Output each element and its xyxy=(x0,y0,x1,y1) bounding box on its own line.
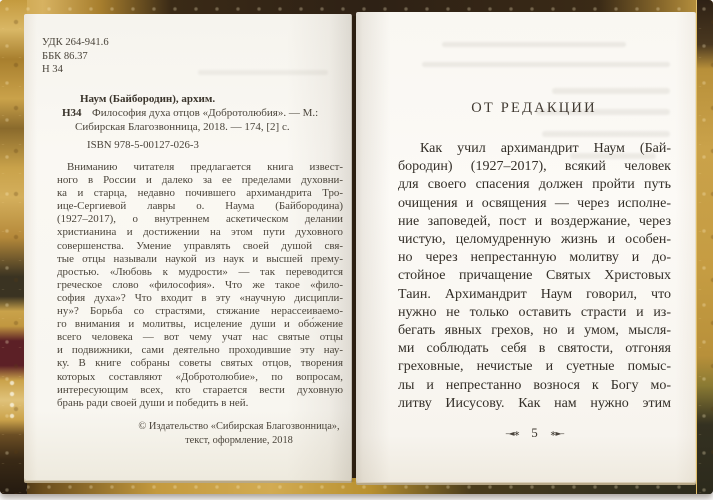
text-line: чистую, целомудренную жизнь и особен- xyxy=(398,232,671,248)
text-line: Вниманию читателя предлагается книга извест- xyxy=(67,161,343,173)
text-line: лы и непрестанно вознося к Богу мо- xyxy=(398,377,671,393)
text-line: Таин. Архимандрит Наум говорил, что xyxy=(398,286,671,302)
text-line: ми соблюдать себя в святости, отгоняя xyxy=(398,341,671,357)
text-line: стойное причащение Святых Христовых xyxy=(398,268,671,284)
text-line: и подвижники, сами деятельно проходившие эту нау- xyxy=(57,344,343,357)
text-line: дростью. «Любовь к мудрости» — так переводится xyxy=(57,265,343,278)
udk-line: УДК 264-941.6 xyxy=(42,37,109,48)
catalog-codes-block xyxy=(42,36,109,77)
section-heading: ОТ РЕДАКЦИИ xyxy=(471,100,597,116)
left-page xyxy=(24,14,352,480)
entry-publisher-line: Сибирская Благозвонница, 2018. — 174, [2] с. xyxy=(75,121,290,133)
text-line: ка и старца, недавно почившего архимандрита Тро- xyxy=(57,187,343,200)
text-line: но через непрестанную молитву и до- xyxy=(398,250,671,266)
catalog-entry xyxy=(62,92,319,134)
text-line: (1927–2017), о внутреннем аскетическом делании xyxy=(57,213,343,226)
text-line: для своего спасения должен пройти путь xyxy=(398,177,671,193)
page-number-row xyxy=(398,425,671,441)
page-number: 5 xyxy=(531,425,538,440)
flourish-right-icon: ∗►– xyxy=(549,429,564,438)
body-paragraph xyxy=(398,140,671,413)
text-line: греческое слово «философия». Что же такое «фило- xyxy=(57,278,343,291)
text-line: всего человека — вот чему учат нас святые отцы xyxy=(57,331,343,344)
text-line: совершенства. Умение управлять своей душой свя- xyxy=(57,239,343,252)
copyright-block xyxy=(114,420,364,447)
text-line: очищения и освящения — через исполне- xyxy=(398,195,671,211)
code-line: Н 34 xyxy=(42,64,63,76)
text-line: брань ради своей души и победить в ней. xyxy=(57,396,249,409)
copyright-line-1: © Издательство «Сибирская Благозвонница», xyxy=(138,421,340,432)
text-line: литву Иисусову. Как нам нужно этим xyxy=(398,395,671,411)
text-line: ку. В книге собраны советы святых отцов, творения xyxy=(57,357,343,370)
entry-title-line: Философия духа отцов «Добротолюбия». — М.: xyxy=(92,107,319,119)
text-line: софия духа»? Что входит в эту «научную дисципли- xyxy=(57,291,343,304)
cover-right-edge xyxy=(696,0,713,494)
text-line: Как учил архимандрит Наум (Бай- xyxy=(420,141,671,156)
text-line: го внимания и молитвы, исцеление души и обо́жение xyxy=(57,318,343,331)
flourish-left-icon: –◄∗ xyxy=(505,429,520,438)
text-line: ного в России и далеко за ее пределами духовни- xyxy=(57,174,343,187)
text-line: нужно не только оставить страсти и из- xyxy=(398,304,671,320)
text-line: интересующим всех, кто старается вести духовную xyxy=(57,383,343,396)
text-line: тые отцы называли наукой из наук и высшей прему- xyxy=(57,252,343,265)
bleedthrough-line xyxy=(198,70,328,75)
text-line: ние заповедей, пост и воздержание, через xyxy=(398,213,671,229)
bleedthrough-line xyxy=(422,62,670,67)
bleedthrough-line xyxy=(542,131,670,137)
entry-code: Н34 xyxy=(62,107,82,119)
right-page xyxy=(356,12,696,482)
bleedthrough-line xyxy=(442,42,626,47)
scroll-ornament xyxy=(6,378,20,422)
text-line: христианина и достижении на этом пути духовного xyxy=(57,226,343,239)
copyright-line-2: текст, оформление, 2018 xyxy=(185,434,293,446)
bbk-line: ББК 86.37 xyxy=(42,50,88,62)
entry-author: Наум (Байбородин), архим. xyxy=(80,93,216,105)
text-line: бородин) (1927–2017), всякий человек xyxy=(398,159,671,175)
annotation-paragraph xyxy=(57,161,343,410)
text-line: греховные, нечистые и суетные помыс- xyxy=(398,359,671,375)
bleedthrough-line xyxy=(552,88,670,94)
text-line: ице-Сергиевой лавры о. Наума (Байбородина) xyxy=(57,200,343,213)
text-line: ну»? Борьба со страстями, стяжание нерассеиваемо- xyxy=(57,305,343,318)
cover-left-edge xyxy=(0,0,27,494)
text-line: которых составляют «Добротолюбие», по вопросам, xyxy=(57,370,343,383)
text-line: бегать явных грехов, но и умом, мысля- xyxy=(398,323,671,339)
isbn: ISBN 978-5-00127-026-3 xyxy=(87,139,199,151)
